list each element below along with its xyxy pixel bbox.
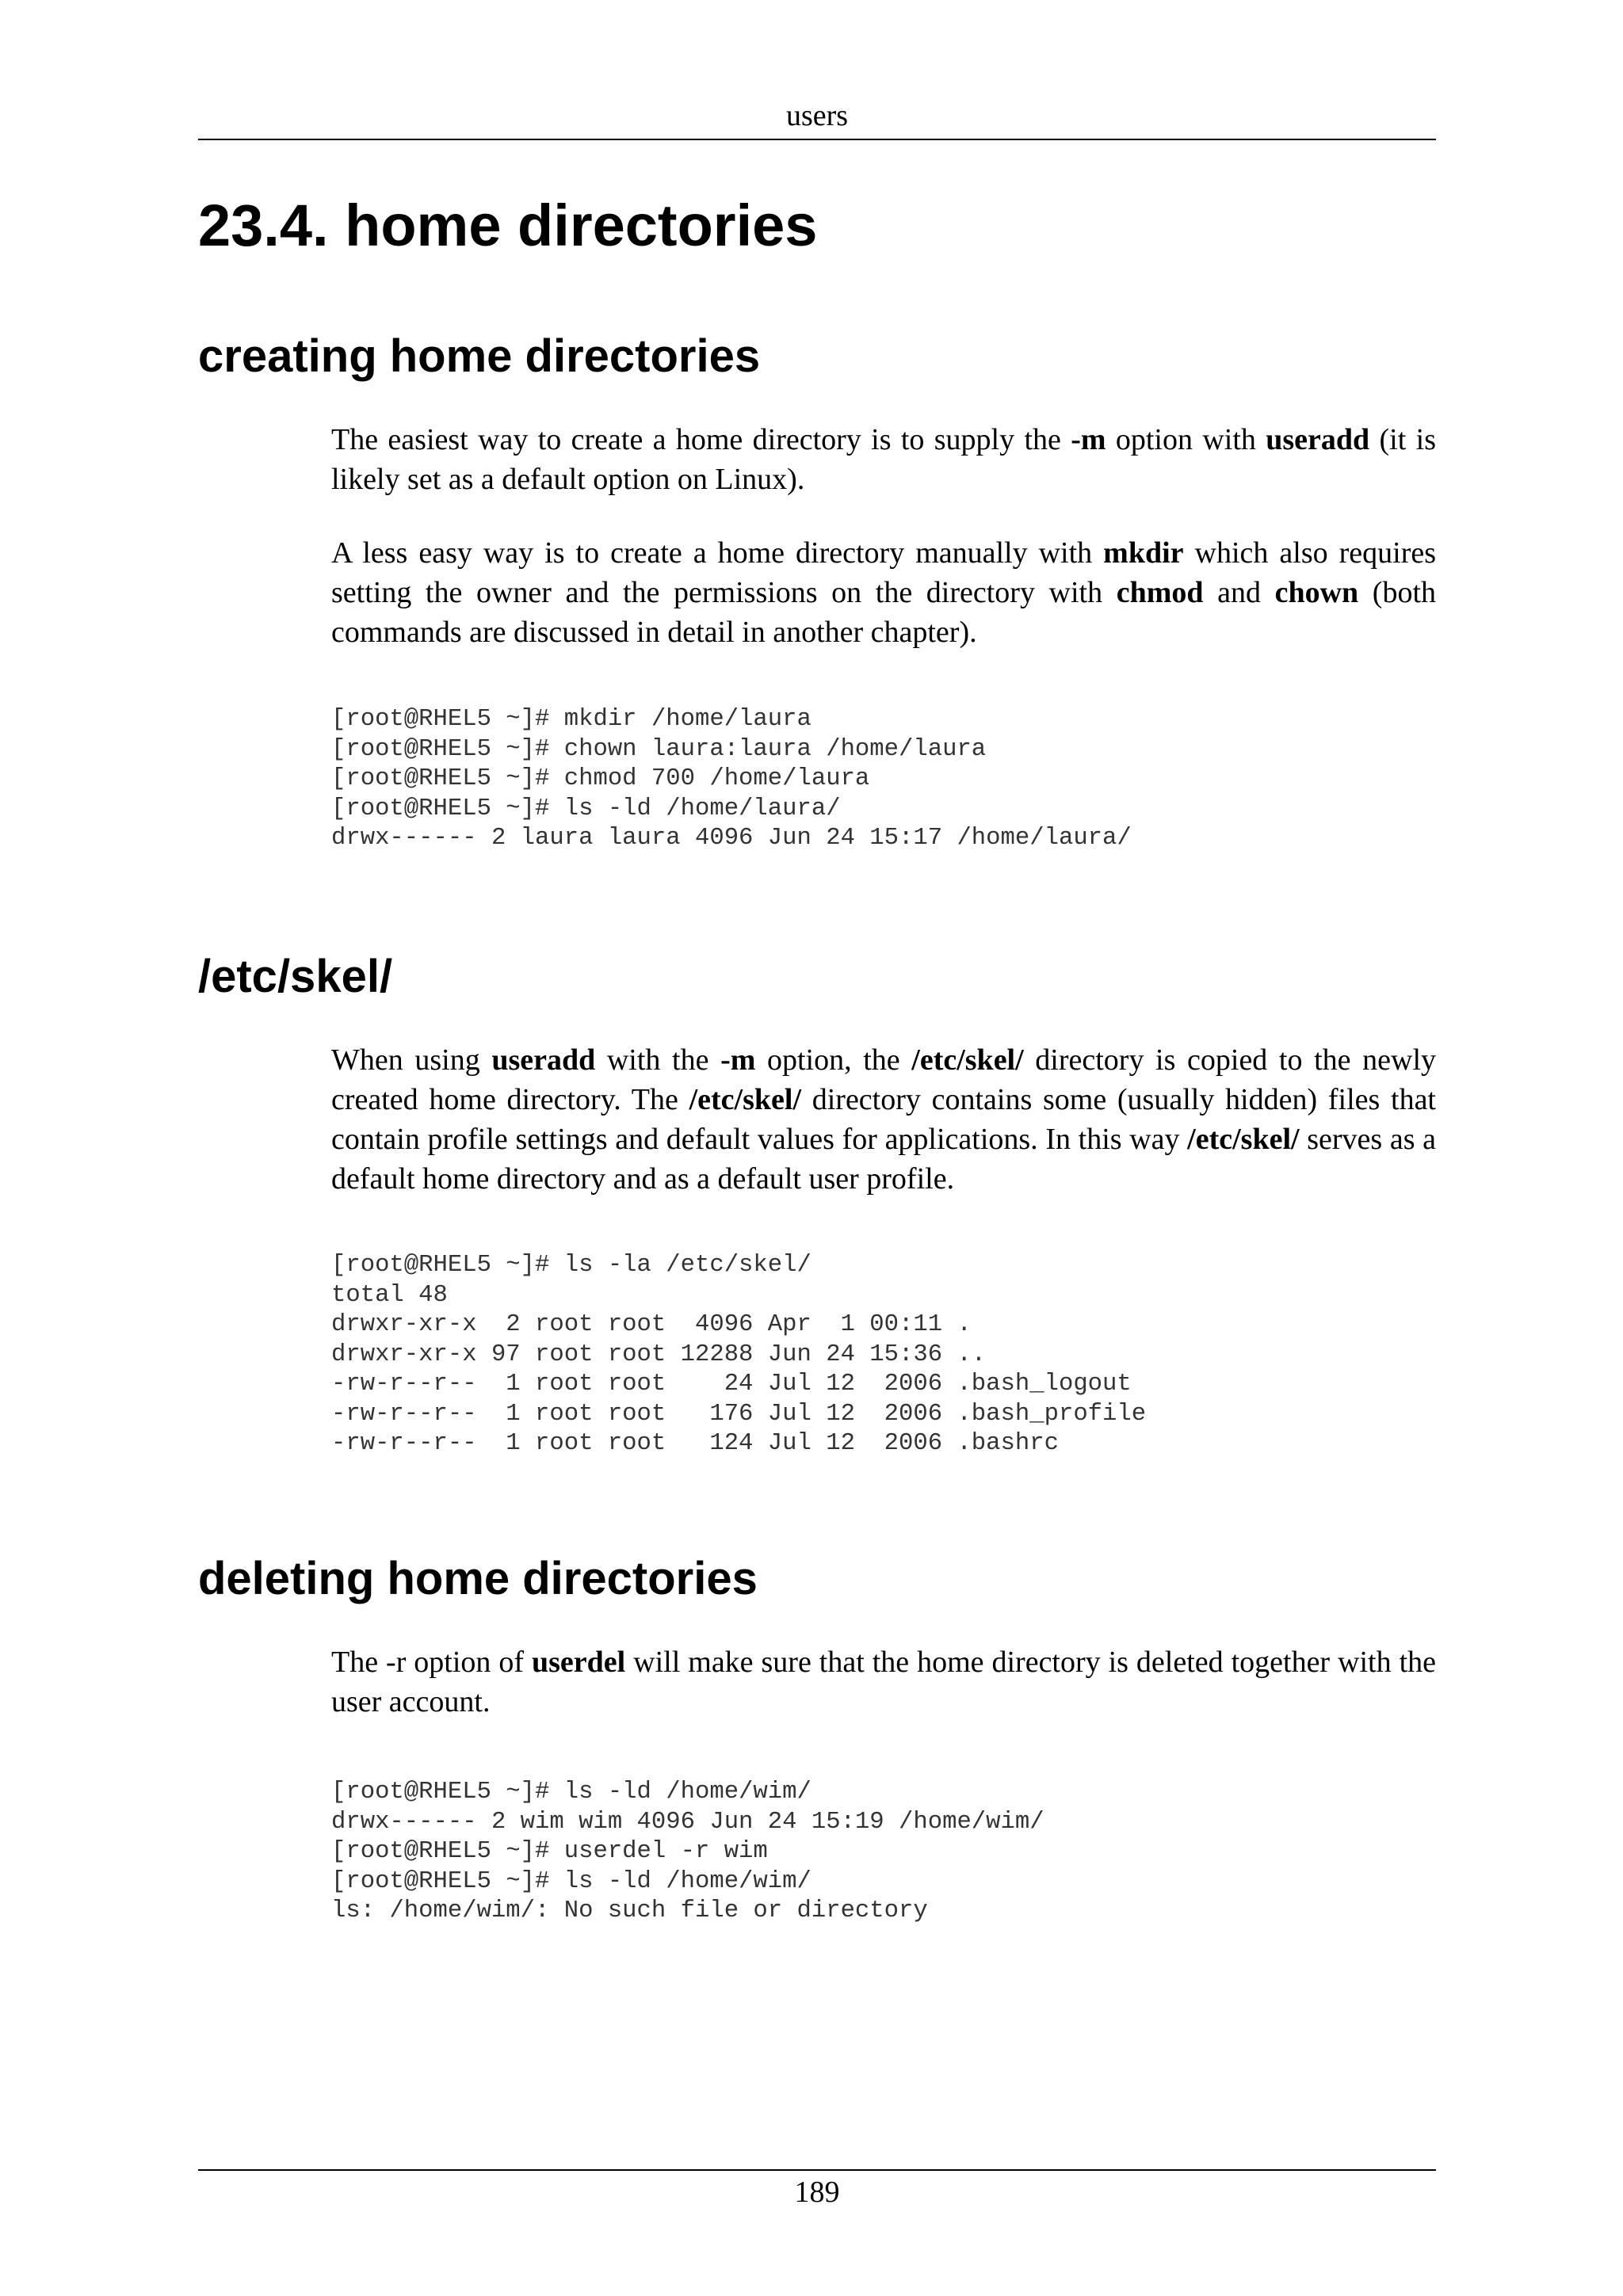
text-run: serves as a default home directory and as a default user profile. <box>331 1123 1436 1196</box>
running-header: users <box>785 99 849 132</box>
code-block-deleting <box>331 1778 1044 1927</box>
command-term: /etc/skel/ <box>911 1043 1024 1077</box>
code-line: [root@RHEL5 ~]# chmod 700 /home/laura <box>331 765 870 792</box>
code-line: [root@RHEL5 ~]# ls -ld /home/laura/ <box>331 795 841 822</box>
code-line: [root@RHEL5 ~]# ls -la /etc/skel/ <box>331 1252 812 1279</box>
header-rule <box>198 139 1436 140</box>
code-line: ls: /home/wim/: No such file or directory <box>331 1897 928 1924</box>
page-number: 189 <box>794 2176 840 2209</box>
command-term: chown <box>1274 576 1359 609</box>
text-run: When using <box>331 1043 492 1077</box>
command-term: -m <box>720 1043 756 1077</box>
paragraph-deleting-1 <box>331 1642 1436 1722</box>
section-heading-creating: creating home directories <box>198 330 761 382</box>
paragraph-creating-1 <box>331 420 1436 499</box>
command-term: /etc/skel/ <box>1187 1123 1300 1156</box>
code-line: [root@RHEL5 ~]# mkdir /home/laura <box>331 706 812 733</box>
section-heading-skel: /etc/skel/ <box>198 951 393 1002</box>
command-term: useradd <box>491 1043 596 1077</box>
chapter-title: 23.4. home directories <box>198 193 818 258</box>
command-term: chmod <box>1116 576 1204 609</box>
code-line: drwx------ 2 wim wim 4096 Jun 24 15:19 /home/wim/ <box>331 1808 1044 1836</box>
paragraph-creating-2 <box>331 533 1436 652</box>
text-run: with the <box>595 1043 721 1077</box>
code-line: drwx------ 2 laura laura 4096 Jun 24 15:17 /home/laura/ <box>331 825 1132 852</box>
code-line: [root@RHEL5 ~]# chown laura:laura /home/laura <box>331 735 987 763</box>
code-line: -rw-r--r-- 1 root root 176 Jul 12 2006 .bash_profile <box>331 1400 1147 1428</box>
text-run: will make sure that the home directory is deleted together with the user account. <box>331 1646 1436 1718</box>
text-run: The -r option of <box>331 1646 532 1679</box>
code-block-skel <box>331 1251 1146 1459</box>
code-line: -rw-r--r-- 1 root root 24 Jul 12 2006 .bash_logout <box>331 1371 1132 1398</box>
text-run: (both commands are discussed in detail in another chapter). <box>331 576 1437 649</box>
command-term: useradd <box>1266 423 1370 456</box>
text-run: directory contains some (usually hidden) files that contain profile settings and default values for applications. In this way <box>331 1083 1436 1156</box>
text-run: option with <box>1106 423 1266 456</box>
text-run: and <box>1203 576 1275 609</box>
code-line: total 48 <box>331 1281 448 1309</box>
text-run: which also requires setting the owner and the permissions on the directory with <box>331 536 1436 609</box>
command-term: -m <box>1071 423 1106 456</box>
text-run: (it is likely set as a default option on Linux). <box>331 423 1436 496</box>
footer-rule <box>198 2169 1436 2171</box>
command-term: userdel <box>532 1646 626 1679</box>
section-heading-deleting: deleting home directories <box>198 1553 758 1604</box>
code-line: [root@RHEL5 ~]# userdel -r wim <box>331 1838 768 1865</box>
code-line: [root@RHEL5 ~]# ls -ld /home/wim/ <box>331 1779 812 1806</box>
text-run: A less easy way is to create a home directory manually with <box>331 536 1104 570</box>
code-line: [root@RHEL5 ~]# ls -ld /home/wim/ <box>331 1867 812 1895</box>
code-line: -rw-r--r-- 1 root root 124 Jul 12 2006 .bashrc <box>331 1430 1059 1457</box>
code-line: drwxr-xr-x 97 root root 12288 Jun 24 15:36 .. <box>331 1341 987 1368</box>
paragraph-skel-1 <box>331 1040 1436 1199</box>
code-line: drwxr-xr-x 2 root root 4096 Apr 1 00:11 . <box>331 1311 972 1338</box>
text-run: option, the <box>755 1043 912 1077</box>
code-block-creating <box>331 705 1132 854</box>
text-run: directory is copied to the newly created home directory. The <box>331 1043 1437 1116</box>
command-term: /etc/skel/ <box>689 1083 801 1116</box>
text-run: The easiest way to create a home directory is to supply the <box>331 423 1071 456</box>
command-term: mkdir <box>1103 536 1184 570</box>
